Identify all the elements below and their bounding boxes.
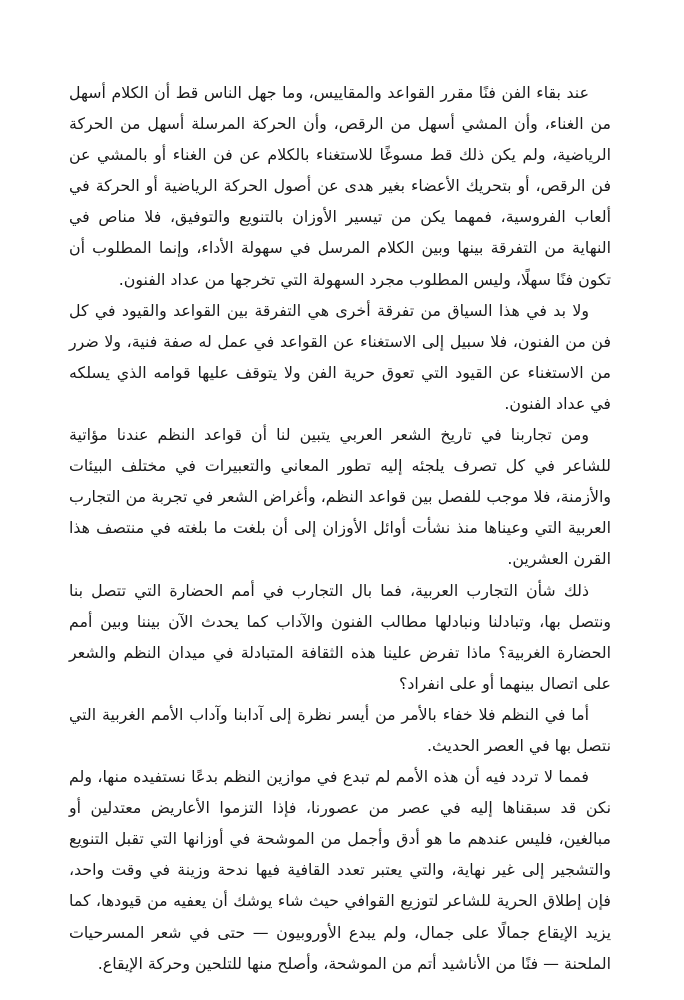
paragraph-4: ذلك شأن التجارب العربية، فما بال التجارب في أمم الحضارة التي تتصل بنا ونتصل بها، وتبادلنا ونبادلها مطالب الفنون والآداب كما يحدث الآن بيننا وبين أمم الحضارة الغربية؟ ماذا تفرض علينا هذه الثقافة المتبادلة في ميدان النظم والشعر على اتصال بينهما أو على انفراد؟ bbox=[69, 580, 611, 693]
paragraph-1: عند بقاء الفن فنًا مقرر القواعد والمقاييس، وما جهل الناس قط أن الكلام أسهل من الغناء، وأن المشي أسهل من الرقص، وأن الحركة المرسلة أسهل من الحركة الرياضية، ولم يكن ذلك قط مسوغًا للاستغناء بالكلام عن فن الغناء أو بالمشي عن فن الرقص، أو بتحريك الأعضاء بغير هدى عن أصول الحركة الرياضية أو الحركة في ألعاب الفروسية، فمهما يكن من تيسير الأوزان بالتنويع والتوفيق، فلا مناص في النهاية من التفرقة بينها وبين الكلام المرسل في سهولة الأداء، وإنما المطلوب أن تكون فنًا سهلًا، وليس المطلوب مجرد السهولة التي تخرجها من عداد الفنون. bbox=[69, 83, 611, 289]
paragraph-3: ومن تجاربنا في تاريخ الشعر العربي يتبين لنا أن قواعد النظم عندنا مؤاتية للشاعر في كل تصرف يلجئه إليه تطور المعاني والتعبيرات في مختلف البيئات والأزمنة، فلا موجب للفصل بين قواعد النظم، وأغراض الشعر في تجربة من التجارب العربية التي وعيناها منذ نشأت أوائل الأوزان إلى أن بلغت ما بلغته في منتصف هذا القرن العشرين. bbox=[69, 425, 611, 569]
body-text bbox=[69, 77, 611, 979]
paragraph-6: فمما لا تردد فيه أن هذه الأمم لم تبدع في موازين النظم بدعًا نستفيده منها، ولم نكن قد سبقناها إليه في عصر من عصورنا، فإذا التزموا الأعاريض معتدلين أو مبالغين، فليس عندهم ما هو أدق وأجمل من الموشحة في أوزانها التي تقبل التنويع والتشجير إلى غير نهاية، والتي يعتبر تعدد القافية فيها ندحة وزينة في وقت واحد، فإن إطلاق الحرية للشاعر لتوزيع القوافي حيث شاء يوشك أن يعفيه من قيودها، كما يزيد الإيقاع جمالًا على جمال، ولم يبدع الأوروبيون — حتى في شعر المسرحيات الملحنة — فنًا من الأناشيد أتم من الموشحة، وأصلح منها للتلحين وحركة الإيقاع. bbox=[69, 767, 611, 973]
paragraph-5: أما في النظم فلا خفاء بالأمر من أيسر نظرة إلى آدابنا وآداب الأمم الغربية التي نتصل بها في العصر الحديث. bbox=[69, 704, 611, 755]
paragraph-2: ولا بد في هذا السياق من تفرقة أخرى هي التفرقة بين القواعد والقيود في كل فن من الفنون، فلا سبيل إلى الاستغناء عن القواعد في عمل له صفة فنية، ولا ضرر من الاستغناء عن القيود التي تعوق حرية الفن ولا يتوقف عليها قوامه الذي يسلكه في عداد الفنون. bbox=[69, 300, 611, 413]
